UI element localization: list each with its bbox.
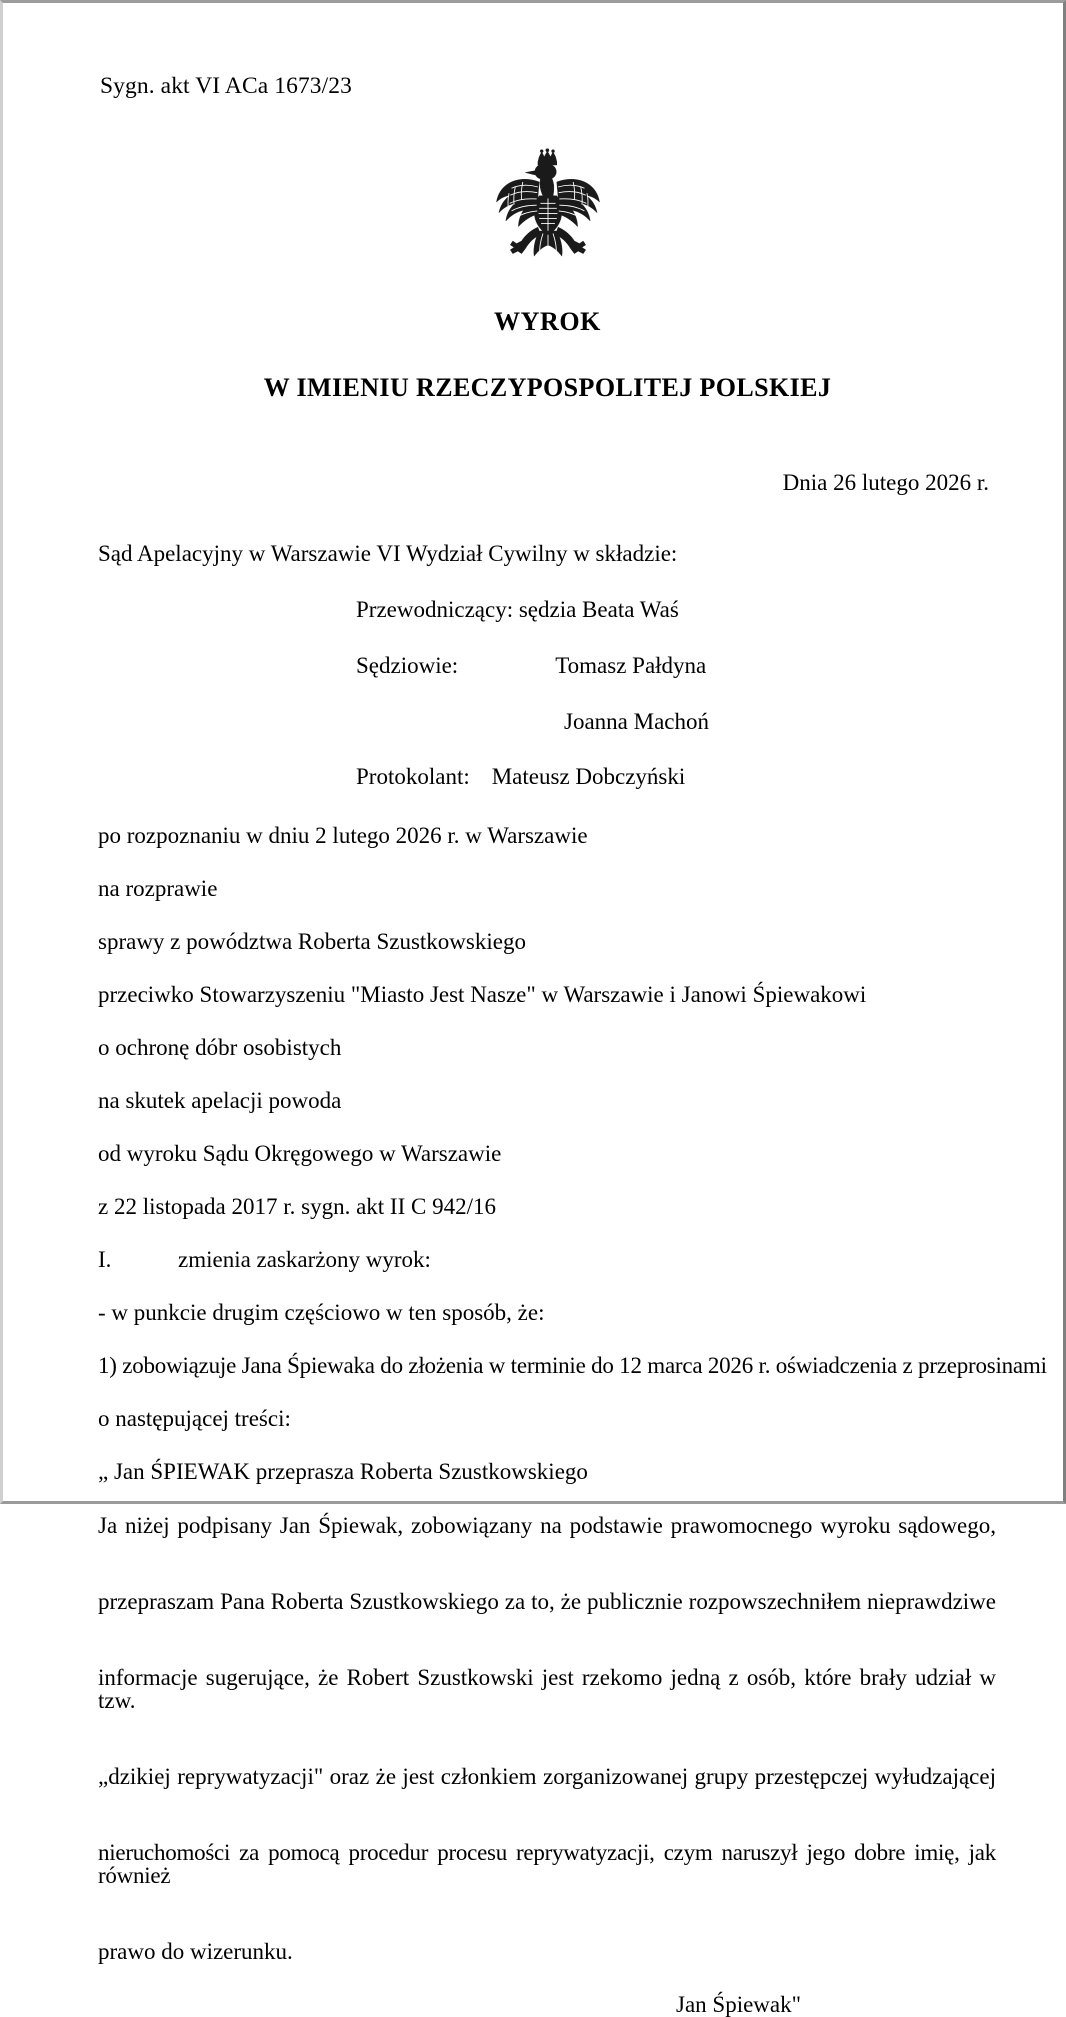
polish-eagle-emblem [485, 143, 611, 275]
proceedings-line-1: po rozpoznaniu w dniu 2 lutego 2026 r. w Warszawie [98, 822, 588, 848]
court-name-line: Sąd Apelacyjny w Warszawie VI Wydział Cywilny w składzie: [98, 540, 678, 566]
page-subtitle: W IMIENIU RZECZYPOSPOLITEJ POLSKIEJ [263, 372, 832, 402]
apology-line-4: „dzikiej reprywatyzacji" oraz że jest członkiem zorganizowanej grupy przestępczej wyłudzającej [98, 1763, 996, 1789]
apology-line-3: informacje sugerujące, że Robert Szustkowski jest rzekomo jedną z osób, które brały udział w tzw. [98, 1664, 996, 1713]
document-content [3, 3, 1063, 2017]
case-number: Sygn. akt VI ACa 1673/23 [100, 73, 352, 99]
clerk-label: Protokolant: [356, 763, 470, 789]
apology-signature: Jan Śpiewak" [676, 1991, 802, 2017]
proceedings-line-3: sprawy z powództwa Roberta Szustkowskiego [98, 928, 526, 954]
judges-row [98, 654, 997, 677]
apology-line-1: Ja niżej podpisany Jan Śpiewak, zobowiązany na podstawie prawomocnego wyroku sądowego, [98, 1512, 996, 1538]
proceedings-line-4: przeciwko Stowarzyszeniu "Miasto Jest Nasze" w Warszawie i Janowi Śpiewakowi [98, 981, 867, 1007]
proceedings-line-8: z 22 listopada 2017 r. sygn. akt II C 942/16 [98, 1193, 496, 1219]
clerk-row [98, 765, 997, 788]
apology-line-6: prawo do wizerunku. [98, 1938, 293, 1964]
emblem-container [98, 143, 997, 275]
clerk-name: Mateusz Dobczyński [491, 763, 686, 789]
ruling-dash-line: - w punkcie drugim częściowo w ten sposób, że: [98, 1299, 545, 1325]
proceedings-line-5: o ochronę dóbr osobistych [98, 1034, 342, 1060]
page-title: WYROK [494, 306, 601, 336]
judgment-date: Dnia 26 lutego 2026 r. [782, 469, 989, 495]
apology-line-2: przepraszam Pana Roberta Szustkowskiego za to, że publicznie rozpowszechniłem nieprawdziwe [98, 1588, 996, 1614]
apology-quote-heading: „ Jan ŚPIEWAK przeprasza Roberta Szustkowskiego [98, 1458, 588, 1484]
judges-label: Sędziowie: [356, 652, 459, 678]
court-panel [98, 542, 997, 788]
ruling-subpoint-1: 1) zobowiązuje Jana Śpiewaka do złożenia w terminie do 12 marca 2026 r. oświadczenia z przeprosinami [98, 1352, 1047, 1378]
title-block [98, 306, 997, 402]
apology-paragraph [98, 1514, 996, 1963]
ruling-point-i [98, 1248, 997, 1271]
proceedings-line-2: na rozprawie [98, 875, 218, 901]
judge-name-1: Tomasz Pałdyna [555, 652, 707, 678]
proceedings-line-6: na skutek apelacji powoda [98, 1087, 342, 1113]
judge-name-2: Joanna Machoń [564, 708, 709, 734]
ruling-point-number: I. [98, 1246, 112, 1272]
ruling-subpoint-1-cont: o następującej treści: [98, 1405, 291, 1431]
presiding-judge-line: Przewodniczący: sędzia Beata Waś [356, 596, 679, 622]
proceedings-block [98, 824, 997, 1324]
apology-line-5: nieruchomości za pomocą procedur procesu reprywatyzacji, czym naruszył jego dobre imię, jak również [98, 1839, 996, 1888]
proceedings-line-7: od wyroku Sądu Okręgowego w Warszawie [98, 1140, 502, 1166]
ruling-point-text: zmienia zaskarżony wyrok: [178, 1246, 431, 1272]
